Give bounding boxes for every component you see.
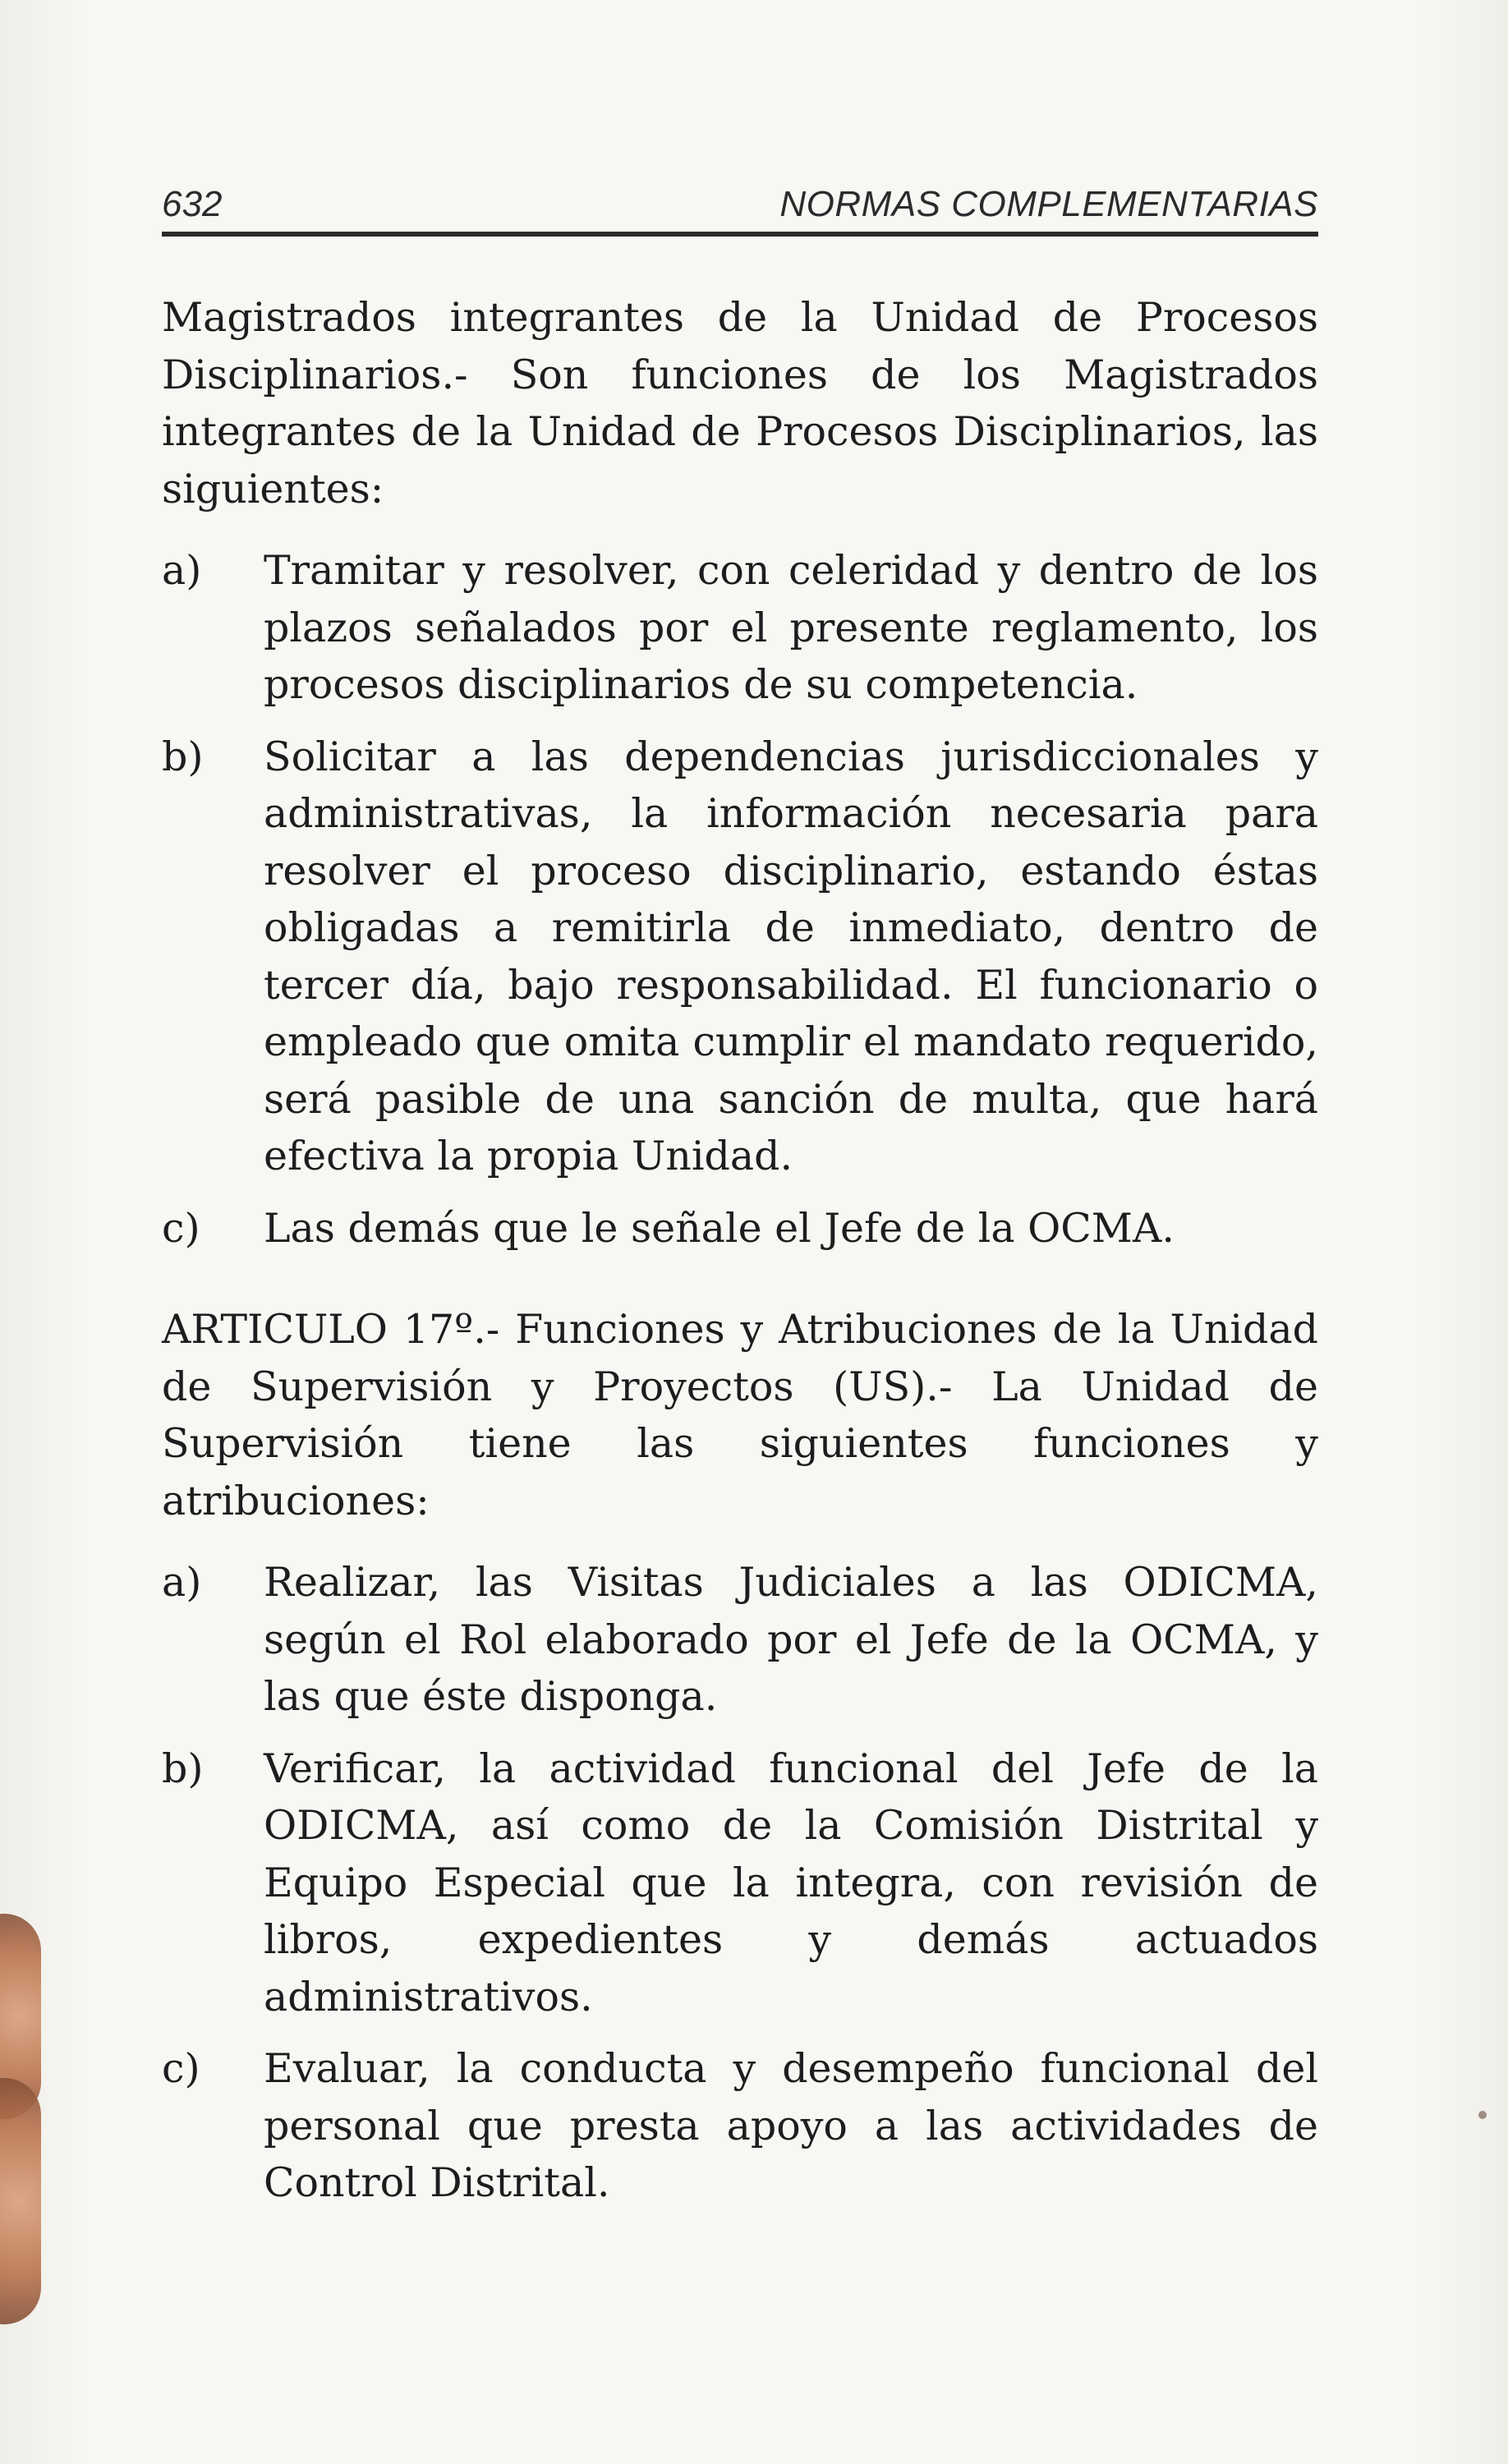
list-marker: c) bbox=[162, 1204, 200, 1252]
list-item-text: Verificar, la actividad funcional del Jefe de la ODICMA, así como de la Comisión Distrital y Equipo Especial que la integra, con revisión de libros, expedientes y demás actuados administrativos. bbox=[264, 1745, 1318, 2020]
list-item bbox=[162, 1554, 1318, 1726]
list-marker: c) bbox=[162, 2045, 200, 2092]
list-marker: b) bbox=[162, 1745, 204, 1792]
list-marker: b) bbox=[162, 733, 204, 780]
article-17-heading: ARTICULO 17º.- Funciones y Atribuciones de la Unidad de Supervisión y Proyectos (US).- La Unidad de Supervisión tiene las siguientes funciones y atribuciones: bbox=[162, 1306, 1318, 1524]
list-item-text: Tramitar y resolver, con celeridad y dentro de los plazos señalados por el presente reglamento, los procesos disciplinarios de su competencia. bbox=[264, 547, 1318, 708]
page-body bbox=[162, 289, 1318, 2212]
list-item bbox=[162, 1740, 1318, 2026]
spacer bbox=[162, 517, 1318, 527]
list-marker: a) bbox=[162, 1559, 202, 1606]
list-item-text: Evaluar, la conducta y desempeño funcional del personal que presta apoyo a las actividades de Control Distrital. bbox=[264, 2045, 1318, 2206]
list-item bbox=[162, 1200, 1318, 1257]
intro-paragraph: Magistrados integrantes de la Unidad de Procesos Disciplinarios.- Son funciones de los Magistrados integrantes de la Unidad de Procesos Disciplinarios, las siguientes: bbox=[162, 294, 1318, 513]
paper-speck bbox=[1478, 2111, 1487, 2119]
list-item-text: Solicitar a las dependencias jurisdiccionales y administrativas, la información necesaria para resolver el proceso disciplinario, estando éstas obligadas a remitirla de inmediato, dentro de tercer día, bajo responsabilidad. El funcionario o empleado que omita cumplir el mandato requerido, será pasible de una sanción de multa, que hará efectiva la propia Unidad. bbox=[264, 733, 1318, 1179]
list-item bbox=[162, 2040, 1318, 2212]
thumb-finger bbox=[0, 2078, 41, 2324]
page-header bbox=[162, 174, 1318, 237]
running-head: NORMAS COMPLEMENTARIAS bbox=[779, 184, 1318, 224]
list-marker: a) bbox=[162, 547, 202, 594]
list-item bbox=[162, 729, 1318, 1185]
spacer bbox=[162, 1257, 1318, 1301]
list-item-text: Las demás que le señale el Jefe de la OCMA. bbox=[264, 1204, 1175, 1252]
spacer bbox=[162, 1529, 1318, 1539]
list-item-text: Realizar, las Visitas Judiciales a las ODICMA, según el Rol elaborado por el Jefe de la OCMA, y las que éste disponga. bbox=[264, 1559, 1318, 1720]
page-number: 632 bbox=[162, 184, 223, 224]
list-item bbox=[162, 542, 1318, 714]
